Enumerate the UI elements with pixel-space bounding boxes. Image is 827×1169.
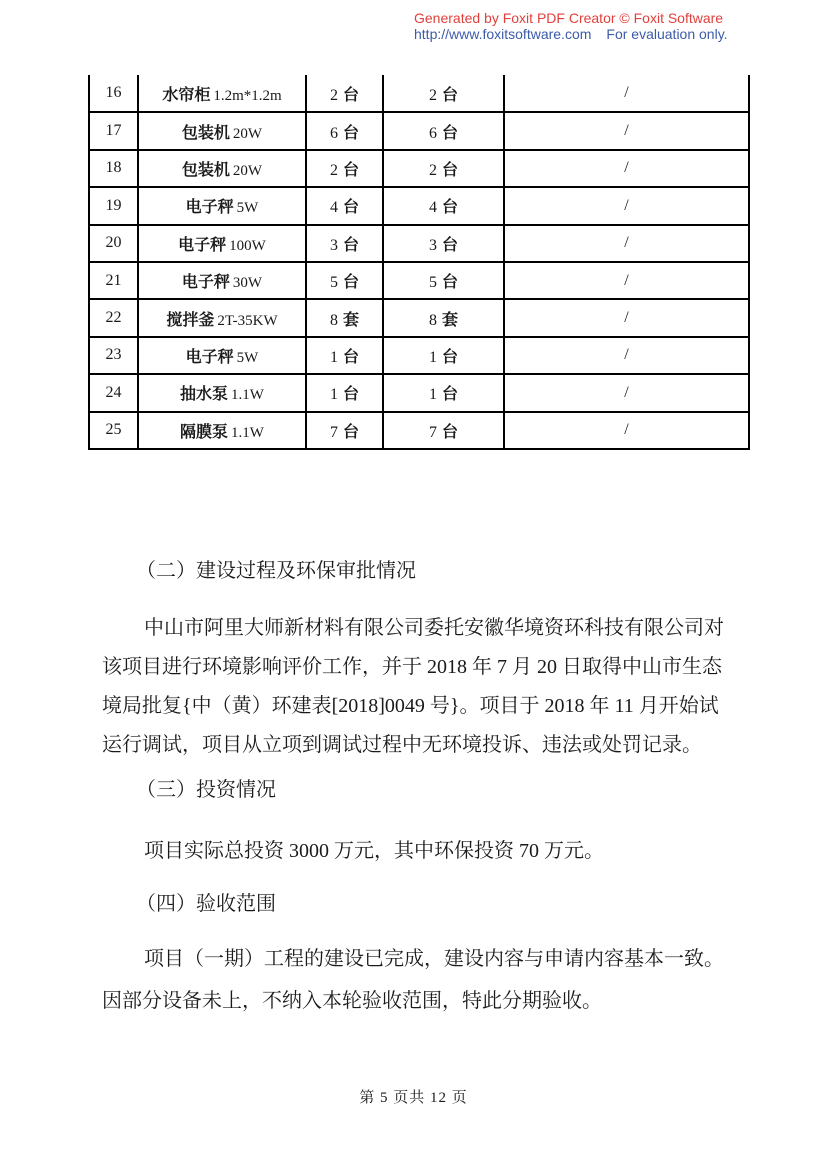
cell-design-qty bbox=[306, 412, 383, 449]
paragraph-line: 境局批复{中（黄）环建表[2018]0049 号}。项目于 2018 年 11 月开始试 bbox=[102, 695, 719, 717]
paragraph-line: 该项目进行环境影响评价工作，并于 2018 年 7 月 20 日取得中山市生态 bbox=[102, 656, 722, 678]
table-row bbox=[89, 75, 749, 112]
equipment-name: 电子秤 bbox=[178, 236, 227, 254]
paragraph-line: 因部分设备未上，不纳入本轮验收范围，特此分期验收。 bbox=[102, 990, 602, 1012]
cell-remark bbox=[504, 187, 749, 224]
table-row bbox=[89, 262, 749, 299]
design-qty-number: 6 bbox=[329, 124, 338, 142]
equipment-name: 电子秤 bbox=[181, 274, 230, 292]
cell-actual-qty bbox=[383, 412, 504, 449]
cell-actual-qty bbox=[383, 262, 504, 299]
remark-value: / bbox=[624, 159, 629, 177]
cell-design-qty bbox=[306, 337, 383, 374]
equipment-spec: 5W bbox=[236, 349, 259, 366]
watermark-url: http://www.foxitsoftware.com bbox=[414, 25, 592, 42]
design-qty-number: 3 bbox=[329, 236, 338, 254]
cell-equipment-name bbox=[138, 75, 306, 112]
equipment-name: 搅拌釜 bbox=[166, 311, 215, 329]
remark-value: / bbox=[624, 383, 629, 401]
cell-equipment-name bbox=[138, 112, 306, 149]
design-qty-unit: 台 bbox=[342, 423, 359, 441]
row-number: 20 bbox=[105, 234, 122, 252]
cell-equipment-name bbox=[138, 337, 306, 374]
cell-remark bbox=[504, 225, 749, 262]
actual-qty-number: 7 bbox=[428, 423, 437, 441]
cell-design-qty bbox=[306, 374, 383, 411]
row-number: 23 bbox=[105, 346, 122, 364]
watermark-evaluation-note: For evaluation only. bbox=[606, 25, 728, 42]
cell-remark bbox=[504, 299, 749, 336]
equipment-table bbox=[88, 75, 750, 450]
row-number: 24 bbox=[105, 383, 122, 401]
cell-design-qty bbox=[306, 262, 383, 299]
design-qty-unit: 台 bbox=[342, 274, 359, 292]
row-number: 18 bbox=[105, 159, 122, 177]
foxit-watermark bbox=[414, 11, 728, 42]
row-number: 17 bbox=[105, 122, 122, 140]
cell-design-qty bbox=[306, 187, 383, 224]
cell-actual-qty bbox=[383, 75, 504, 112]
paragraph-construction-approval bbox=[102, 609, 750, 765]
cell-actual-qty bbox=[383, 225, 504, 262]
design-qty-unit: 台 bbox=[342, 236, 359, 254]
equipment-spec: 100W bbox=[229, 237, 266, 254]
paragraph-acceptance-scope bbox=[102, 938, 750, 1022]
cell-row-number bbox=[89, 337, 138, 374]
equipment-spec: 1.1W bbox=[231, 424, 264, 441]
table-row bbox=[89, 187, 749, 224]
row-number: 21 bbox=[105, 271, 122, 289]
row-number: 16 bbox=[105, 84, 122, 102]
cell-design-qty bbox=[306, 225, 383, 262]
cell-equipment-name bbox=[138, 225, 306, 262]
paragraph-line: 运行调试，项目从立项到调试过程中无环境投诉、违法或处罚记录。 bbox=[102, 734, 702, 756]
cell-equipment-name bbox=[138, 262, 306, 299]
cell-remark bbox=[504, 374, 749, 411]
cell-remark bbox=[504, 75, 749, 112]
actual-qty-unit: 台 bbox=[441, 236, 458, 254]
equipment-name: 包装机 bbox=[181, 124, 230, 142]
cell-remark bbox=[504, 412, 749, 449]
cell-row-number bbox=[89, 262, 138, 299]
actual-qty-number: 2 bbox=[428, 86, 437, 104]
cell-actual-qty bbox=[383, 337, 504, 374]
actual-qty-number: 1 bbox=[428, 348, 437, 366]
table-row bbox=[89, 112, 749, 149]
actual-qty-unit: 台 bbox=[441, 161, 458, 179]
design-qty-number: 2 bbox=[329, 161, 338, 179]
cell-row-number bbox=[89, 299, 138, 336]
row-number: 19 bbox=[105, 196, 122, 214]
cell-remark bbox=[504, 150, 749, 187]
cell-equipment-name bbox=[138, 374, 306, 411]
remark-value: / bbox=[624, 196, 629, 214]
remark-value: / bbox=[624, 309, 629, 327]
watermark-line2 bbox=[414, 27, 728, 43]
cell-equipment-name bbox=[138, 187, 306, 224]
equipment-spec: 20W bbox=[232, 162, 263, 179]
actual-qty-unit: 台 bbox=[441, 199, 458, 217]
actual-qty-number: 3 bbox=[428, 236, 437, 254]
cell-remark bbox=[504, 112, 749, 149]
remark-value: / bbox=[624, 84, 629, 102]
equipment-spec: 30W bbox=[232, 275, 263, 292]
cell-actual-qty bbox=[383, 150, 504, 187]
cell-actual-qty bbox=[383, 299, 504, 336]
actual-qty-number: 4 bbox=[428, 199, 437, 217]
table-row bbox=[89, 299, 749, 336]
design-qty-number: 2 bbox=[329, 86, 338, 104]
cell-design-qty bbox=[306, 112, 383, 149]
remark-value: / bbox=[624, 271, 629, 289]
remark-value: / bbox=[624, 346, 629, 364]
actual-qty-unit: 台 bbox=[441, 124, 458, 142]
cell-design-qty bbox=[306, 150, 383, 187]
design-qty-number: 8 bbox=[329, 311, 338, 329]
actual-qty-number: 2 bbox=[428, 161, 437, 179]
table-row bbox=[89, 337, 749, 374]
equipment-spec: 1.2m*1.2m bbox=[213, 87, 282, 104]
design-qty-unit: 台 bbox=[342, 124, 359, 142]
actual-qty-number: 1 bbox=[428, 386, 437, 404]
remark-value: / bbox=[624, 234, 629, 252]
equipment-name: 电子秤 bbox=[185, 199, 234, 217]
remark-value: / bbox=[624, 421, 629, 439]
cell-design-qty bbox=[306, 75, 383, 112]
design-qty-unit: 台 bbox=[342, 348, 359, 366]
cell-row-number bbox=[89, 412, 138, 449]
equipment-spec: 2T-35KW bbox=[217, 312, 278, 329]
design-qty-unit: 台 bbox=[342, 386, 359, 404]
actual-qty-number: 5 bbox=[428, 274, 437, 292]
section-heading-investment: （三）投资情况 bbox=[136, 779, 276, 801]
row-number: 22 bbox=[105, 309, 122, 327]
equipment-name: 水帘柜 bbox=[162, 86, 211, 104]
cell-actual-qty bbox=[383, 187, 504, 224]
table-row bbox=[89, 374, 749, 411]
cell-actual-qty bbox=[383, 112, 504, 149]
cell-actual-qty bbox=[383, 374, 504, 411]
equipment-table-body bbox=[89, 75, 749, 449]
actual-qty-unit: 台 bbox=[441, 86, 458, 104]
cell-remark bbox=[504, 337, 749, 374]
cell-row-number bbox=[89, 374, 138, 411]
section-heading-construction-approval: （二）建设过程及环保审批情况 bbox=[136, 560, 416, 582]
design-qty-number: 1 bbox=[329, 386, 338, 404]
row-number: 25 bbox=[105, 421, 122, 439]
design-qty-unit: 套 bbox=[342, 311, 359, 329]
watermark-generated-by: Generated by Foxit PDF Creator © Foxit Software bbox=[414, 10, 724, 26]
cell-row-number bbox=[89, 225, 138, 262]
cell-row-number bbox=[89, 150, 138, 187]
paragraph-line: 中山市阿里大师新材料有限公司委托安徽华境资环科技有限公司对 bbox=[144, 617, 724, 639]
actual-qty-number: 8 bbox=[428, 311, 437, 329]
cell-equipment-name bbox=[138, 412, 306, 449]
cell-row-number bbox=[89, 112, 138, 149]
table-row bbox=[89, 225, 749, 262]
design-qty-unit: 台 bbox=[342, 199, 359, 217]
design-qty-unit: 台 bbox=[342, 86, 359, 104]
equipment-name: 抽水泵 bbox=[180, 386, 229, 404]
design-qty-unit: 台 bbox=[342, 161, 359, 179]
equipment-name: 电子秤 bbox=[185, 348, 234, 366]
equipment-spec: 20W bbox=[232, 125, 263, 142]
cell-equipment-name bbox=[138, 299, 306, 336]
table-row bbox=[89, 412, 749, 449]
cell-row-number bbox=[89, 75, 138, 112]
equipment-spec: 1.1W bbox=[231, 387, 264, 404]
cell-row-number bbox=[89, 187, 138, 224]
design-qty-number: 4 bbox=[329, 199, 338, 217]
design-qty-number: 5 bbox=[329, 274, 338, 292]
actual-qty-number: 6 bbox=[428, 124, 437, 142]
actual-qty-unit: 台 bbox=[441, 386, 458, 404]
remark-value: / bbox=[624, 122, 629, 140]
cell-remark bbox=[504, 262, 749, 299]
table-row bbox=[89, 150, 749, 187]
actual-qty-unit: 套 bbox=[441, 311, 458, 329]
design-qty-number: 7 bbox=[329, 423, 338, 441]
actual-qty-unit: 台 bbox=[441, 348, 458, 366]
section-heading-acceptance-scope: （四）验收范围 bbox=[136, 893, 276, 915]
design-qty-number: 1 bbox=[329, 348, 338, 366]
paragraph-investment: 项目实际总投资 3000 万元，其中环保投资 70 万元。 bbox=[144, 840, 604, 862]
paragraph-line: 项目（一期）工程的建设已完成，建设内容与申请内容基本一致。 bbox=[144, 948, 724, 970]
actual-qty-unit: 台 bbox=[441, 274, 458, 292]
actual-qty-unit: 台 bbox=[441, 423, 458, 441]
cell-design-qty bbox=[306, 299, 383, 336]
page-number-footer: 第 5 页共 12 页 bbox=[359, 1090, 468, 1106]
equipment-name: 包装机 bbox=[181, 161, 230, 179]
equipment-spec: 5W bbox=[236, 200, 259, 217]
equipment-name: 隔膜泵 bbox=[180, 423, 229, 441]
cell-equipment-name bbox=[138, 150, 306, 187]
